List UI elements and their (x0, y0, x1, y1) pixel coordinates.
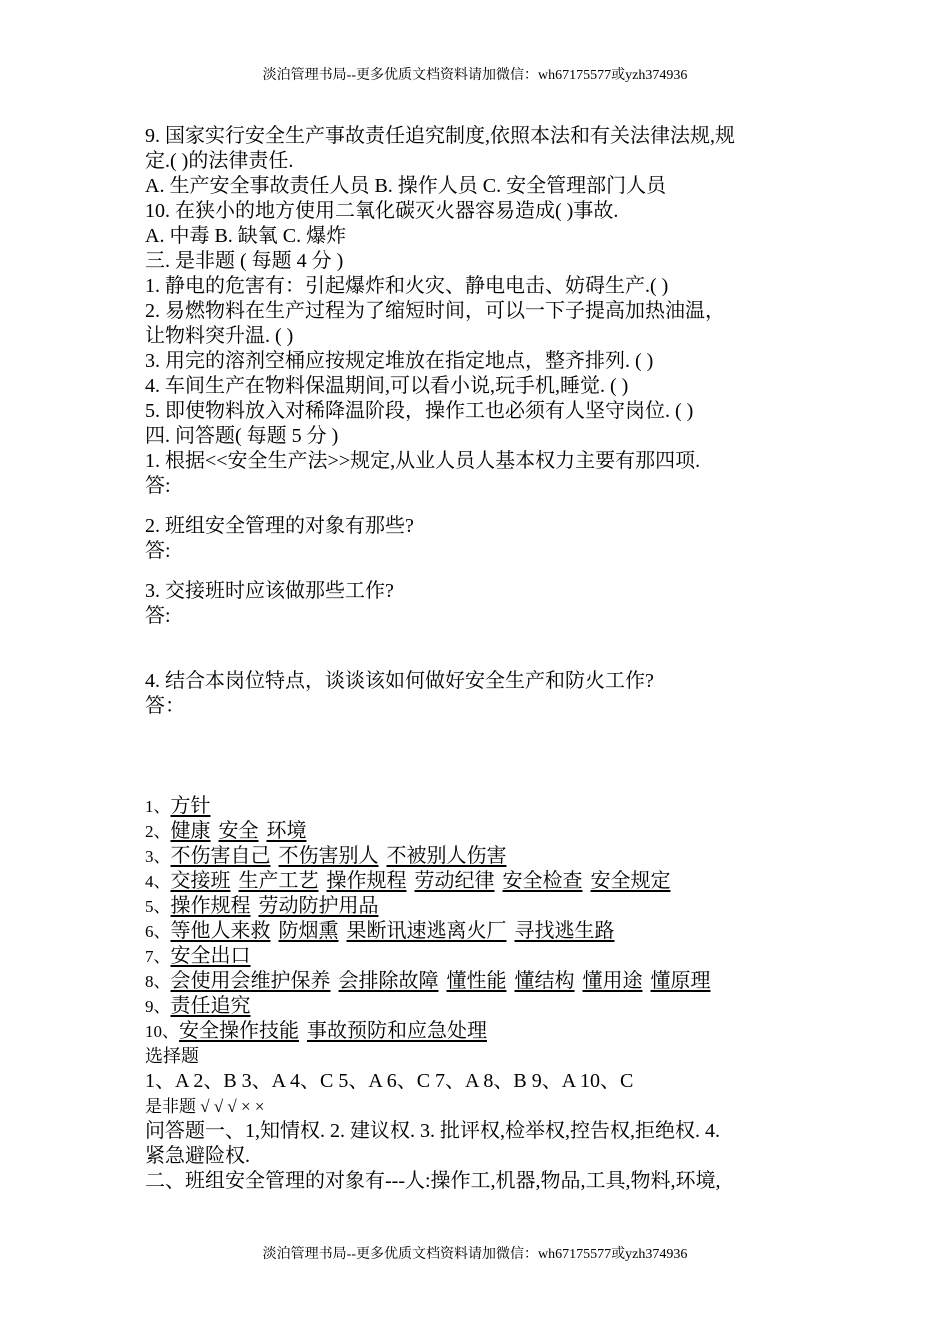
fill-answer-line (145, 944, 815, 969)
true-false-heading: 三. 是非题 ( 每题 4 分 ) (145, 250, 344, 272)
underlined-answer: 防烟熏 (278, 920, 339, 942)
qa-answer-line: 紧急避险权. (145, 1145, 250, 1167)
true-false-item: 3. 用完的溶剂空桶应按规定堆放在指定地点，整齐排列. ( ) (145, 350, 654, 372)
underlined-answer: 懂性能 (446, 970, 507, 992)
underlined-answer: 等他人来救 (170, 920, 271, 942)
answer-label: 答: (145, 605, 171, 627)
underlined-answer: 方针 (170, 795, 211, 817)
underlined-answer: 果断讯速逃离火厂 (346, 920, 507, 942)
choice-answers-heading: 选择题 (145, 1046, 199, 1066)
underlined-answer: 健康 (170, 820, 211, 842)
underlined-answer: 生产工艺 (238, 870, 319, 892)
question-9-options: A. 生产安全事故责任人员 B. 操作人员 C. 安全管理部门人员 (145, 175, 667, 197)
underlined-answer: 劳动防护用品 (258, 895, 379, 917)
underlined-answer: 安全出口 (170, 945, 251, 967)
true-false-item: 1. 静电的危害有：引起爆炸和火灾、静电电击、妨碍生产.( ) (145, 275, 669, 297)
underlined-answer: 会排除故障 (338, 970, 439, 992)
underlined-answer: 懂原理 (650, 970, 711, 992)
underlined-answer: 操作规程 (170, 895, 251, 917)
choice-answers: 1、A 2、B 3、A 4、C 5、A 6、C 7、A 8、B 9、A 10、C (145, 1070, 634, 1092)
answer-number: 10、 (145, 1022, 179, 1041)
underlined-answer: 安全检查 (502, 870, 583, 892)
fill-answer-line (145, 1019, 815, 1044)
page-footer: 淡泊管理书局--更多优质文档资料请加微信：wh67175577或yzh374936 (262, 1247, 688, 1262)
answer-label: 答: (145, 540, 171, 562)
qa-question-3: 3. 交接班时应该做那些工作? (145, 580, 394, 602)
answer-number: 2、 (145, 822, 171, 841)
qa-question-4: 4. 结合本岗位特点，谈谈该如何做好安全生产和防火工作? (145, 670, 654, 692)
fill-answer-line (145, 894, 815, 919)
underlined-answer: 劳动纪律 (414, 870, 495, 892)
underlined-answer: 寻找逃生路 (514, 920, 615, 942)
true-false-item: 2. 易燃物料在生产过程为了缩短时间，可以一下子提高加热油温， (145, 300, 725, 322)
question-9-line-2: 定.( )的法律责任. (145, 150, 294, 172)
fill-in-answers (145, 794, 815, 1044)
underlined-answer: 不伤害别人 (278, 845, 379, 867)
qa-answer-line: 二、班组安全管理的对象有---人:操作工,机器,物品,工具,物料,环境, (145, 1170, 721, 1192)
qa-question-2: 2. 班组安全管理的对象有那些? (145, 515, 414, 537)
underlined-answer: 会使用会维护保养 (170, 970, 331, 992)
answer-number: 3、 (145, 847, 171, 866)
underlined-answer: 事故预防和应急处理 (307, 1020, 487, 1042)
fill-answer-line (145, 919, 815, 944)
fill-answer-line (145, 794, 815, 819)
true-false-item: 4. 车间生产在物料保温期间,可以看小说,玩手机,睡觉. ( ) (145, 375, 629, 397)
answer-number: 7、 (145, 947, 171, 966)
page-header: 淡泊管理书局--更多优质文档资料请加微信：wh67175577或yzh374936 (262, 68, 688, 83)
answer-number: 6、 (145, 922, 171, 941)
underlined-answer: 环境 (266, 820, 307, 842)
true-false-answers: 是非题 √ √ √ × × (145, 1097, 265, 1116)
true-false-item: 让物料突升温. ( ) (145, 325, 294, 347)
question-10: 10. 在狭小的地方使用二氧化碳灭火器容易造成( )事故. (145, 200, 619, 222)
underlined-answer: 安全 (218, 820, 259, 842)
fill-answer-line (145, 994, 815, 1019)
underlined-answer: 安全操作技能 (179, 1020, 299, 1042)
underlined-answer: 安全规定 (590, 870, 671, 892)
qa-answer-line: 问答题一、1,知情权. 2. 建议权. 3. 批评权,检举权,控告权,拒绝权. 4. (145, 1120, 720, 1142)
fill-answer-line (145, 844, 815, 869)
document-body (145, 124, 815, 1194)
answer-number: 4、 (145, 872, 171, 891)
answer-number: 8、 (145, 972, 171, 991)
answer-label: 答: (145, 475, 171, 497)
answer-number: 1、 (145, 797, 171, 816)
underlined-answer: 操作规程 (326, 870, 407, 892)
qa-heading: 四. 问答题( 每题 5 分 ) (145, 425, 339, 447)
qa-question-1: 1. 根据<<安全生产法>>规定,从业人员人基本权力主要有那四项. (145, 450, 701, 472)
question-9-line-1: 9. 国家实行安全生产事故责任追究制度,依照本法和有关法律法规,规 (145, 125, 735, 147)
underlined-answer: 不被别人伤害 (386, 845, 507, 867)
underlined-answer: 交接班 (170, 870, 231, 892)
fill-answer-line (145, 969, 815, 994)
underlined-answer: 不伤害自己 (170, 845, 271, 867)
answer-number: 9、 (145, 997, 171, 1016)
underlined-answer: 懂用途 (582, 970, 643, 992)
underlined-answer: 懂结构 (514, 970, 575, 992)
question-10-options: A. 中毒 B. 缺氧 C. 爆炸 (145, 225, 347, 247)
true-false-item: 5. 即使物料放入对稀降温阶段，操作工也必须有人坚守岗位. ( ) (145, 400, 694, 422)
fill-answer-line (145, 869, 815, 894)
answer-number: 5、 (145, 897, 171, 916)
underlined-answer: 责任追究 (170, 995, 251, 1017)
fill-answer-line (145, 819, 815, 844)
answer-label: 答： (145, 695, 185, 717)
